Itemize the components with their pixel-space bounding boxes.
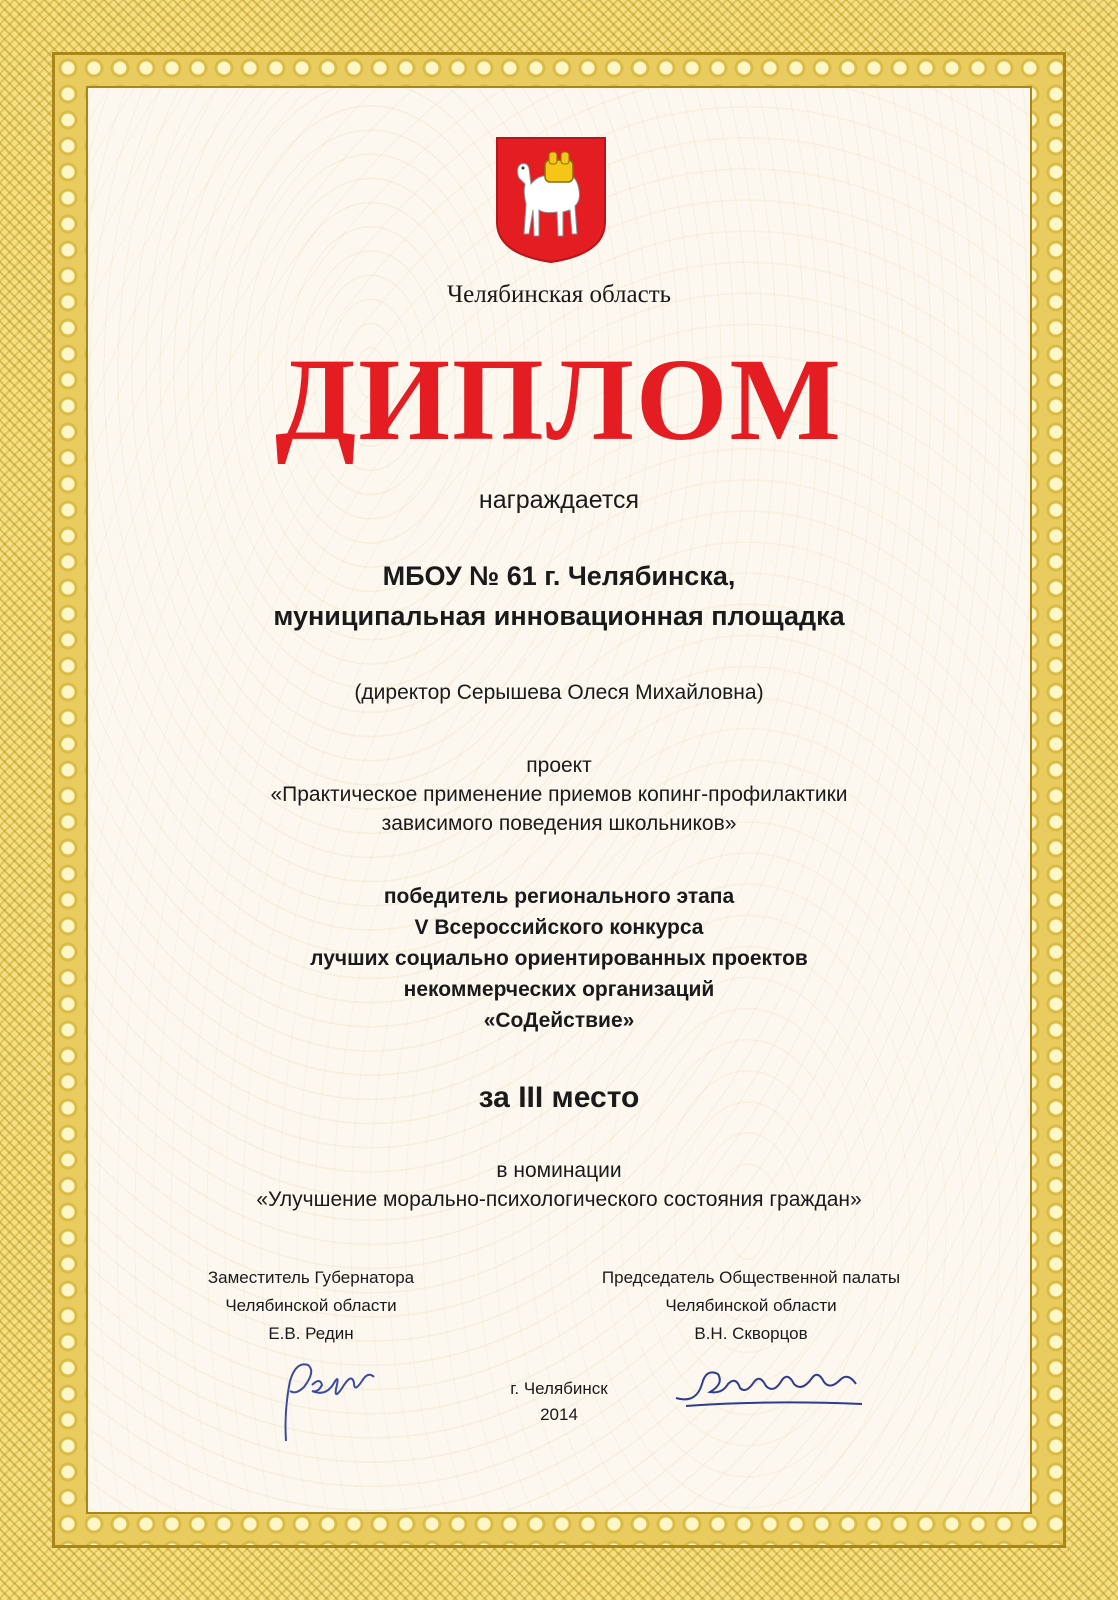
project-block: [86, 751, 1032, 838]
signatory-position: Председатель Общественной палаты: [601, 1268, 901, 1287]
winner-statement: [86, 881, 1032, 1036]
awardee-line: МБОУ № 61 г. Челябинска,: [382, 561, 736, 591]
city: г. Челябинск: [510, 1379, 608, 1398]
coat-of-arms-icon: [493, 134, 609, 266]
year: 2014: [540, 1405, 578, 1424]
place-and-year: [86, 1376, 1032, 1428]
signatory-left: [181, 1264, 441, 1348]
nomination-label: в номинации: [496, 1159, 622, 1182]
nomination-block: [86, 1156, 1032, 1214]
winner-line: некоммерческих организаций: [403, 978, 715, 1001]
nomination-name: «Улучшение морально-психологического состояния граждан»: [256, 1188, 862, 1211]
signatory-position: Заместитель Губернатора: [207, 1268, 415, 1287]
awarded-label: награждается: [478, 486, 640, 514]
region-name: Челябинская область: [446, 281, 672, 308]
project-name-line: «Практическое применение приемов копинг-профилактики: [270, 783, 848, 806]
project-label: проект: [526, 754, 592, 777]
project-name-line: зависимого поведения школьников»: [381, 812, 737, 835]
diploma-content: [86, 86, 1032, 1514]
award-place: за III место: [478, 1081, 640, 1114]
signatory-region: Челябинской области: [665, 1296, 837, 1315]
diploma-title: ДИПЛОМ: [275, 334, 843, 465]
signatory-name: В.Н. Скворцов: [694, 1324, 808, 1343]
winner-line: «СоДействие»: [483, 1009, 635, 1032]
signatory-name: Е.В. Редин: [268, 1324, 354, 1343]
director-name: (директор Серышева Олеся Михайловна): [354, 681, 764, 704]
winner-line: лучших социально ориентированных проектов: [310, 947, 808, 970]
awardee-organization: [86, 556, 1032, 636]
awardee-line: муниципальная инновационная площадка: [273, 601, 845, 631]
signatory-region: Челябинской области: [225, 1296, 397, 1315]
signatory-right: [566, 1264, 936, 1348]
winner-line: V Всероссийского конкурса: [414, 916, 704, 939]
winner-line: победитель регионального этапа: [383, 885, 735, 908]
